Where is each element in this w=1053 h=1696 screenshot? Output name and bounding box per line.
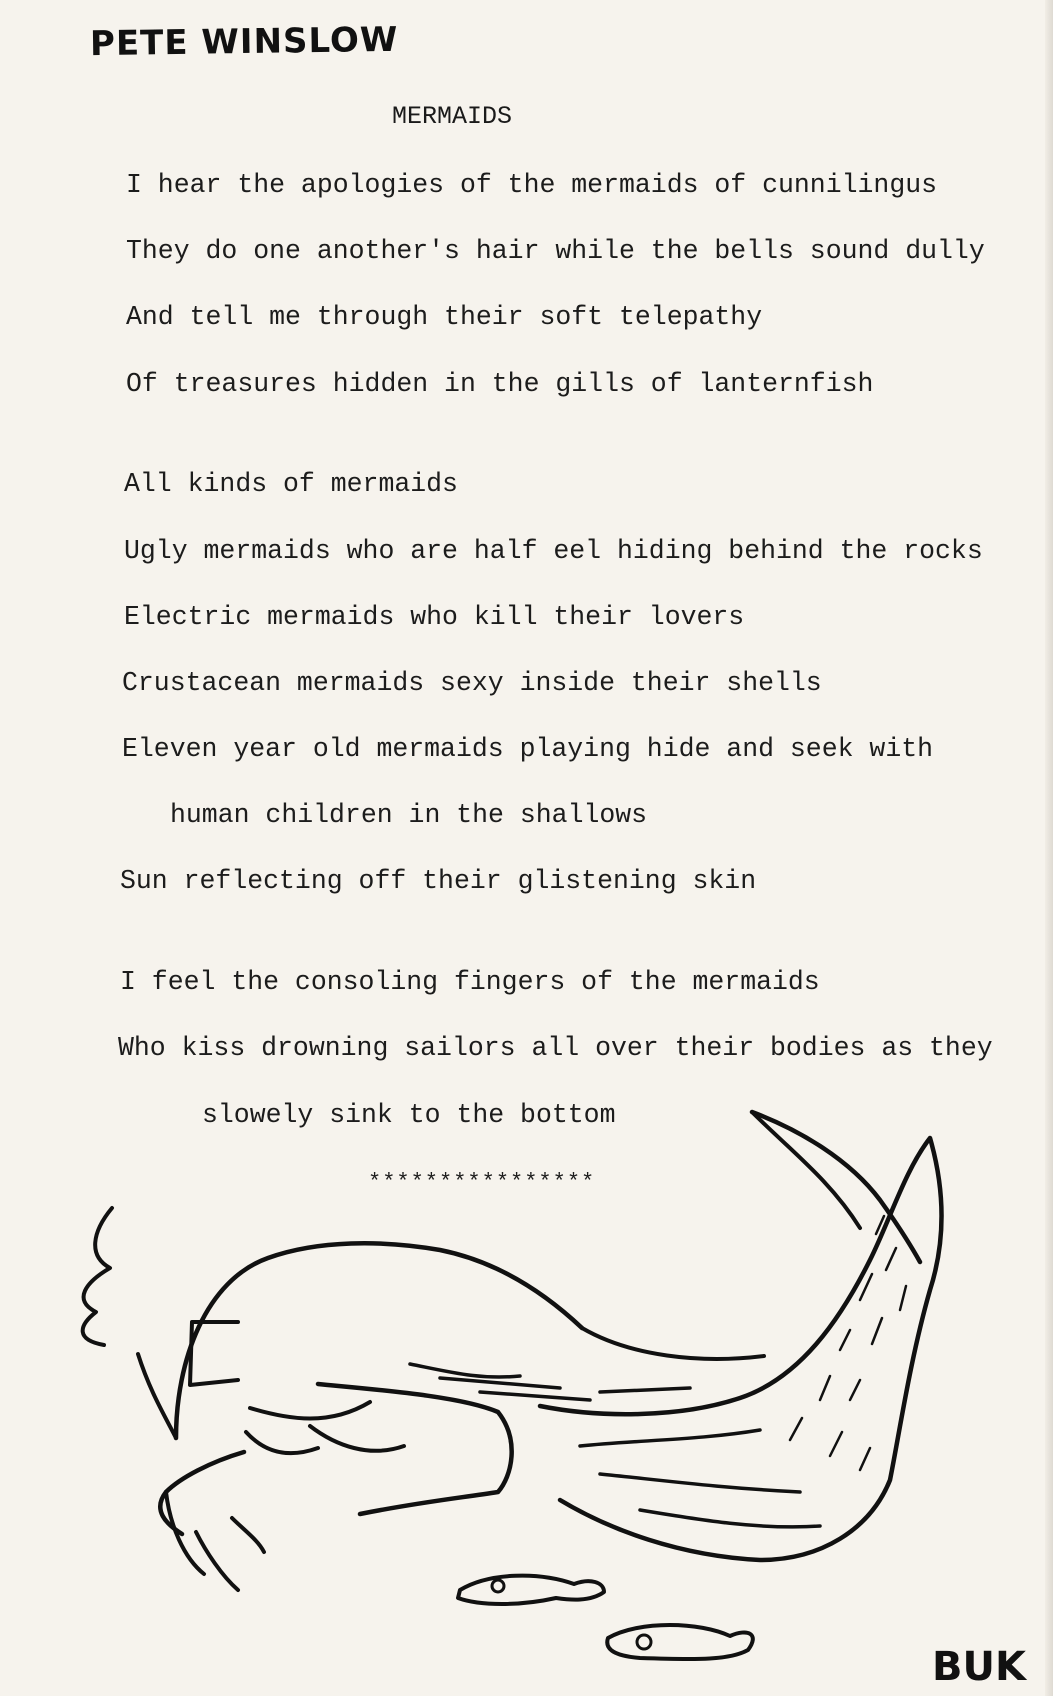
poem-line: I hear the apologies of the mermaids of cunnilingus xyxy=(126,170,938,200)
poem-line: slowely sink to the bottom xyxy=(202,1100,616,1130)
poem-line: Ugly mermaids who are half eel hiding behind the rocks xyxy=(124,536,983,566)
poem-title: MERMAIDS xyxy=(392,102,513,131)
author-handwritten-name: PETE WINSLOW xyxy=(89,19,399,65)
poem-line: Electric mermaids who kill their lovers xyxy=(124,602,745,632)
poem-line: Crustacean mermaids sexy inside their shells xyxy=(122,668,822,698)
section-separator: **************** xyxy=(368,1170,596,1195)
poem-line: Sun reflecting off their glistening skin xyxy=(120,866,757,896)
poem-line: All kinds of mermaids xyxy=(124,469,458,499)
poem-line: Eleven year old mermaids playing hide and seek with xyxy=(122,734,934,764)
poem-line: And tell me through their soft telepathy xyxy=(126,302,763,332)
poem-line: Who kiss drowning sailors all over their bodies as they xyxy=(118,1033,993,1063)
poem-line: human children in the shallows xyxy=(170,800,648,830)
poem-line: They do one another's hair while the bells sound dully xyxy=(126,236,985,266)
page-edge xyxy=(1045,0,1053,1696)
poem-line: Of treasures hidden in the gills of lanternfish xyxy=(126,369,874,399)
poem-line: I feel the consoling fingers of the mermaids xyxy=(120,967,820,997)
artist-signature: BUK xyxy=(932,1644,1026,1690)
